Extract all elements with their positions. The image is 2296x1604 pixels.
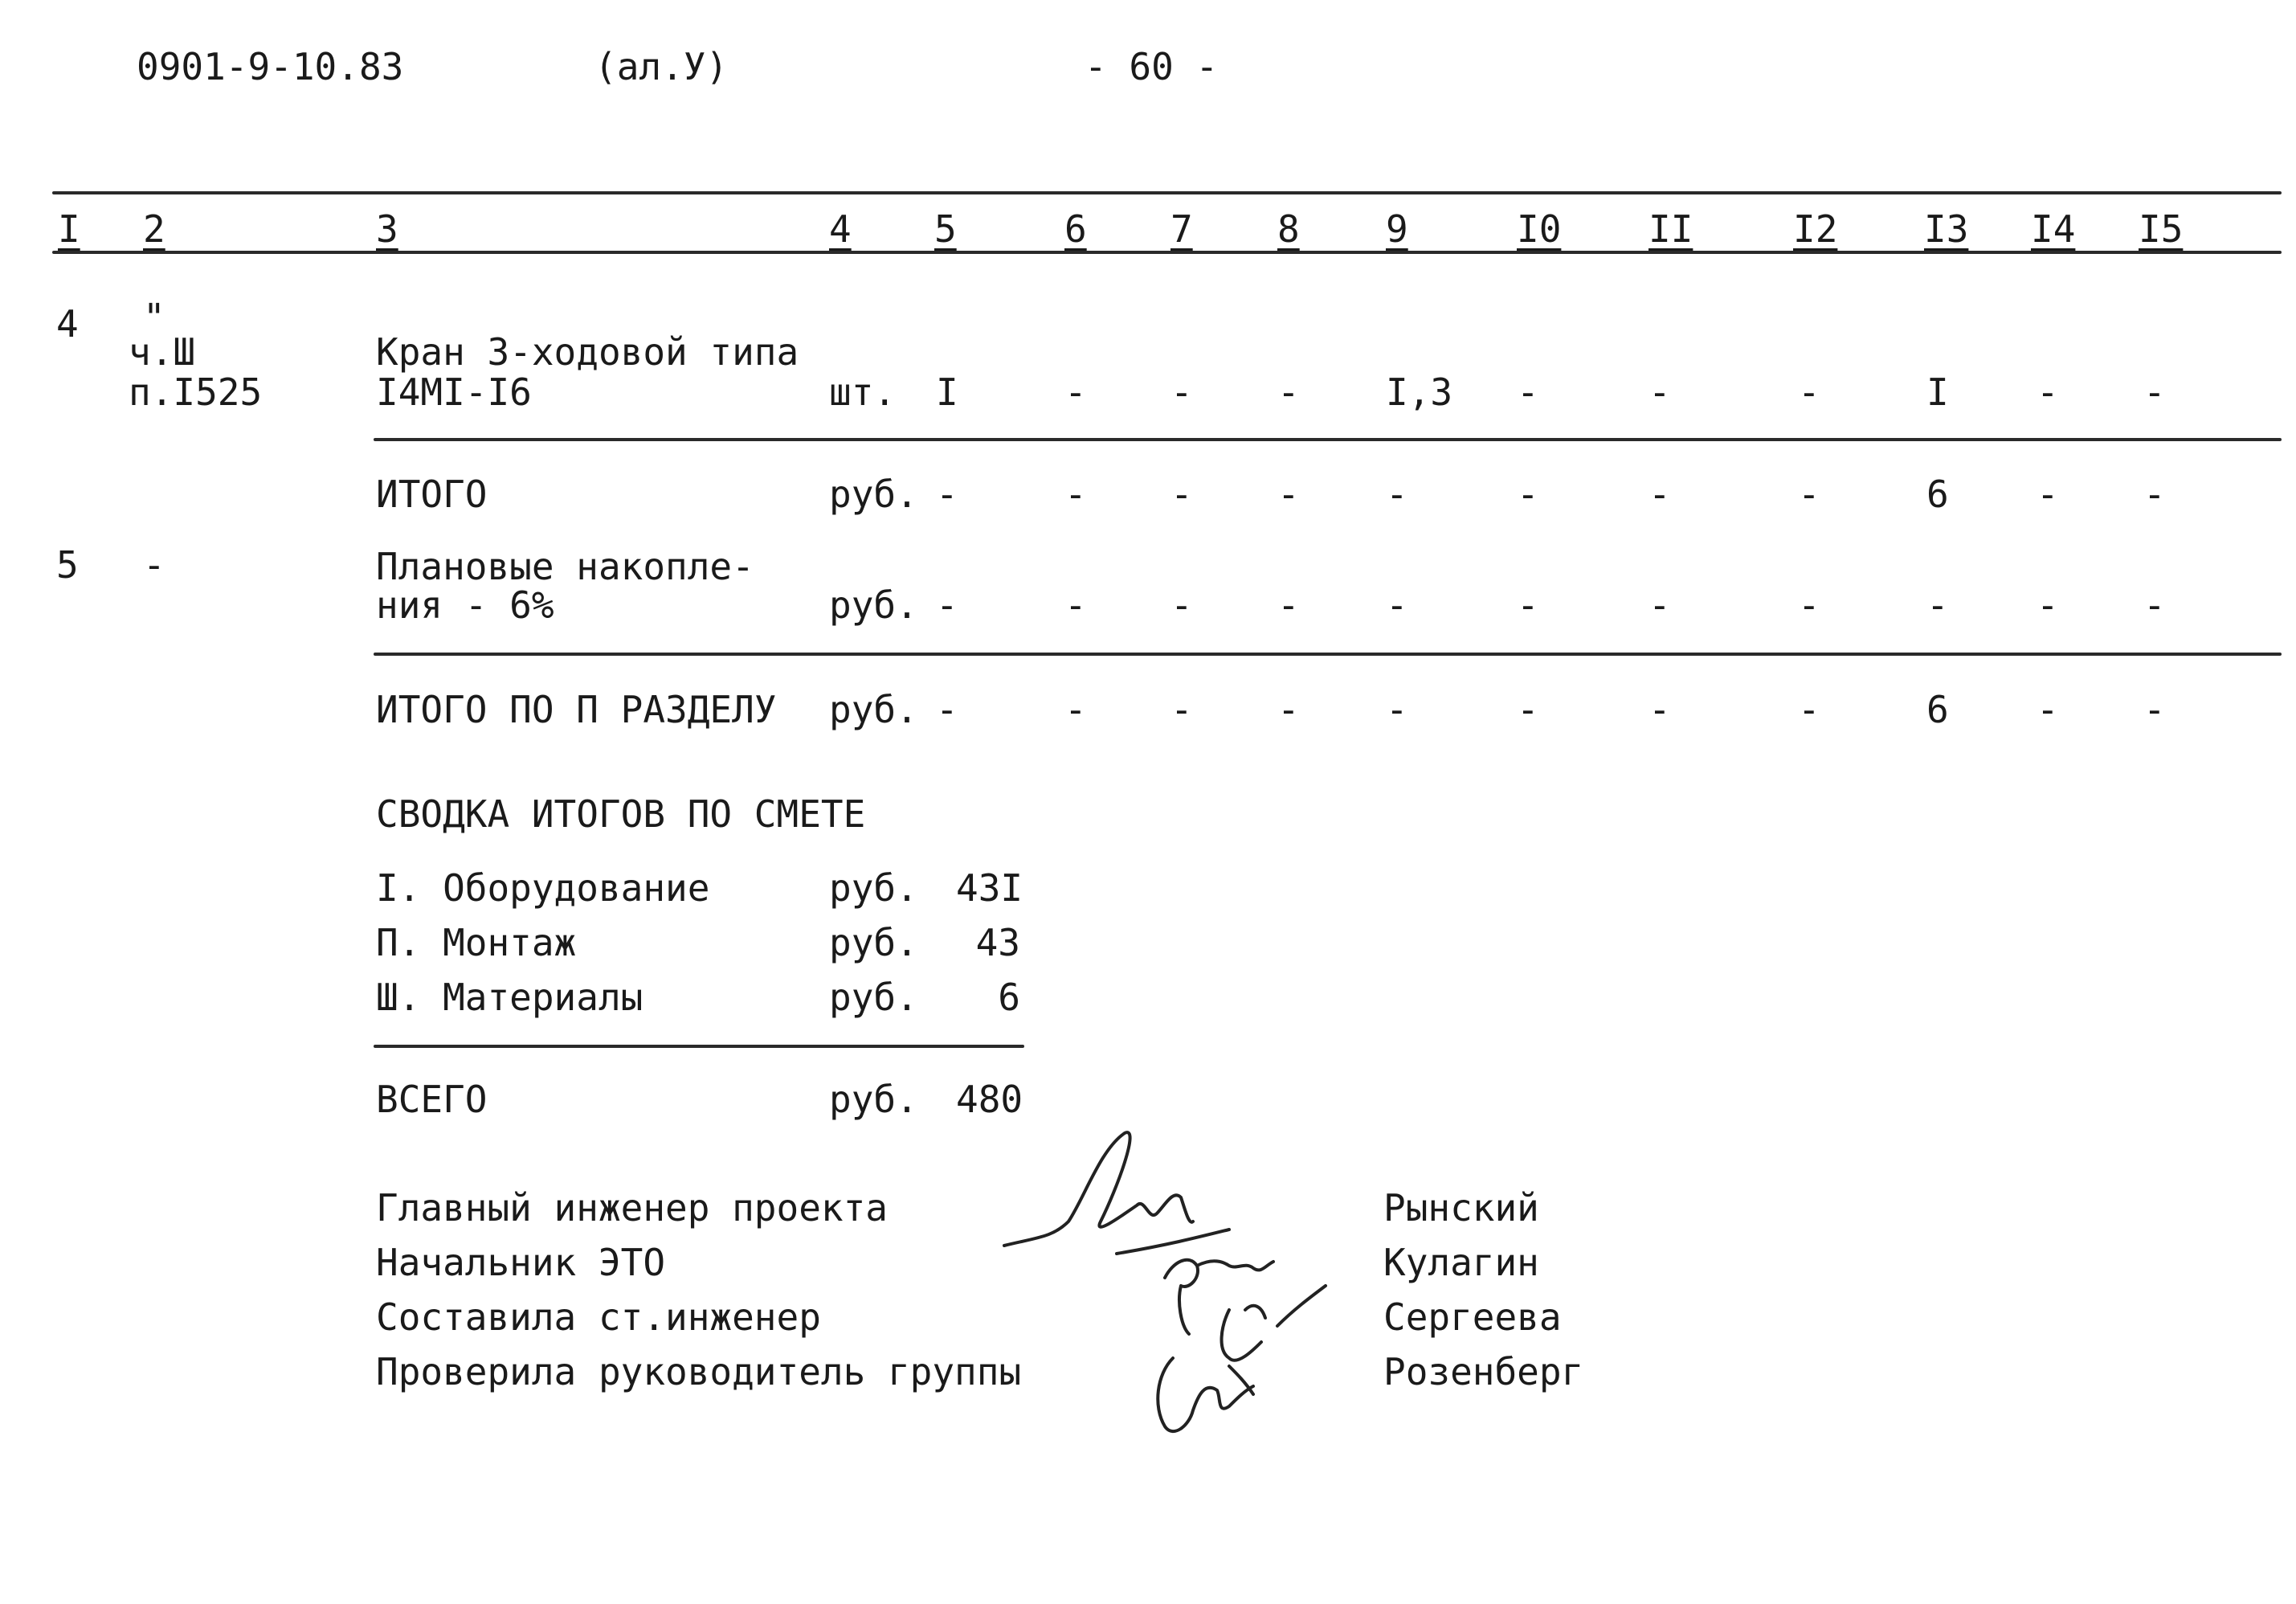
column-header: 6 (1064, 207, 1087, 251)
row-separator-rule (374, 653, 2282, 656)
column-header: 3 (376, 207, 398, 251)
signature-stroke (1117, 1230, 1229, 1254)
summary-item-label: П. Монтаж (376, 921, 577, 964)
row-value: - (1517, 688, 1539, 731)
row-value: - (2037, 688, 2059, 731)
row-name: ИТОГО (376, 473, 488, 516)
row-value: - (1064, 583, 1087, 627)
row-value: - (1277, 473, 1300, 516)
row-value: - (1648, 473, 1671, 516)
row-value: - (1064, 370, 1087, 414)
column-header: I2 (1793, 207, 1838, 251)
summary-item-label: Ш. Материалы (376, 976, 643, 1019)
signature-name: Рынский (1383, 1186, 1539, 1230)
row-value: - (1517, 473, 1539, 516)
row-value: - (1064, 688, 1087, 731)
row-value: - (1798, 370, 1820, 414)
row-value: - (1648, 370, 1671, 414)
row-value: 6 (1926, 473, 1949, 516)
row-value: - (2143, 473, 2166, 516)
row-value: - (936, 473, 958, 516)
column-header: I5 (2139, 207, 2184, 251)
summary-item-unit: руб. (829, 866, 918, 910)
row-value: - (936, 583, 958, 627)
column-header: I3 (1924, 207, 1969, 251)
row-reference: п.I525 (129, 370, 263, 414)
signature-stroke (1222, 1286, 1326, 1361)
signature-name: Розенберг (1383, 1350, 1584, 1393)
row-reference: ч.Ш (129, 330, 196, 374)
table-top-rule (52, 191, 2282, 194)
row-value: - (1170, 370, 1193, 414)
column-header: I (58, 207, 80, 251)
row-value: I,3 (1386, 370, 1453, 414)
row-unit: руб. (829, 688, 918, 731)
row-number: 5 (56, 543, 79, 587)
document-code: 0901-9-10.83 (137, 45, 404, 88)
row-value: - (1386, 473, 1408, 516)
handwritten-signatures (988, 1117, 1374, 1463)
row-name: ИТОГО ПО П РАЗДЕЛУ (376, 688, 777, 731)
row-unit: руб. (829, 583, 918, 627)
row-value: - (1798, 583, 1820, 627)
signature-role: Проверила руководитель группы (376, 1350, 1022, 1393)
signature-stroke (1158, 1358, 1253, 1431)
column-header: I0 (1517, 207, 1562, 251)
row-value: - (1386, 688, 1408, 731)
column-header: 7 (1170, 207, 1193, 251)
summary-item-label: I. Оборудование (376, 866, 710, 910)
row-value: - (1170, 473, 1193, 516)
row-unit: шт. (829, 370, 897, 414)
row-value: - (2037, 473, 2059, 516)
row-value: - (1386, 583, 1408, 627)
column-header: II (1648, 207, 1693, 251)
column-header: 2 (143, 207, 165, 251)
row-value: - (1648, 688, 1671, 731)
row-value: 6 (1926, 688, 1949, 731)
column-header: 8 (1277, 207, 1300, 251)
signature-role: Начальник ЭТО (376, 1241, 666, 1284)
row-reference: " (143, 296, 165, 339)
row-value: - (1798, 473, 1820, 516)
summary-rule (374, 1045, 1024, 1048)
row-value: - (1277, 370, 1300, 414)
signature-role: Составила ст.инженер (376, 1295, 821, 1339)
summary-title: СВОДКА ИТОГОВ ПО СМЕТЕ (376, 792, 866, 836)
row-reference: - (143, 543, 165, 587)
sheet-reference: (ал.У) (594, 45, 729, 88)
row-value: - (2143, 370, 2166, 414)
summary-item-unit: руб. (829, 921, 918, 964)
summary-item-unit: руб. (829, 976, 918, 1019)
row-unit: руб. (829, 473, 918, 516)
column-header: 5 (934, 207, 957, 251)
column-header-bottom-rule (52, 251, 2282, 254)
row-value: - (1277, 583, 1300, 627)
row-value: - (2143, 688, 2166, 731)
signature-stroke (1165, 1260, 1273, 1334)
row-name: Плановые накопле- (376, 545, 754, 588)
row-number: 4 (56, 302, 79, 346)
row-value: I (1926, 370, 1949, 414)
row-value: - (1170, 583, 1193, 627)
row-value: - (1170, 688, 1193, 731)
row-value: - (1517, 583, 1539, 627)
summary-item-value: 43I (956, 866, 1023, 910)
row-separator-rule (374, 438, 2282, 441)
row-value: - (1064, 473, 1087, 516)
row-name: Кран 3-ходовой типа (376, 330, 799, 374)
row-value: - (1517, 370, 1539, 414)
row-name: ния - 6% (376, 583, 554, 627)
summary-total-unit: руб. (829, 1078, 918, 1121)
signature-name: Кулагин (1383, 1241, 1539, 1284)
row-value: - (2143, 583, 2166, 627)
page-number: - 60 - (1085, 45, 1219, 88)
column-header: 9 (1386, 207, 1408, 251)
column-header: 4 (829, 207, 852, 251)
summary-item-value: 43 (975, 921, 1020, 964)
signature-stroke (1004, 1132, 1193, 1246)
row-value: - (1277, 688, 1300, 731)
row-value: - (936, 688, 958, 731)
column-header: I4 (2031, 207, 2076, 251)
summary-item-value: 6 (998, 976, 1020, 1019)
row-value: - (1798, 688, 1820, 731)
signature-name: Сергеева (1383, 1295, 1562, 1339)
signature-role: Главный инженер проекта (376, 1186, 888, 1230)
row-value: - (1926, 583, 1949, 627)
row-value: - (2037, 370, 2059, 414)
row-name: I4MI-I6 (376, 370, 532, 414)
row-value: - (1648, 583, 1671, 627)
row-value: I (936, 370, 958, 414)
summary-total-value: 480 (956, 1078, 1023, 1121)
summary-total-label: ВСЕГО (376, 1078, 488, 1121)
row-value: - (2037, 583, 2059, 627)
